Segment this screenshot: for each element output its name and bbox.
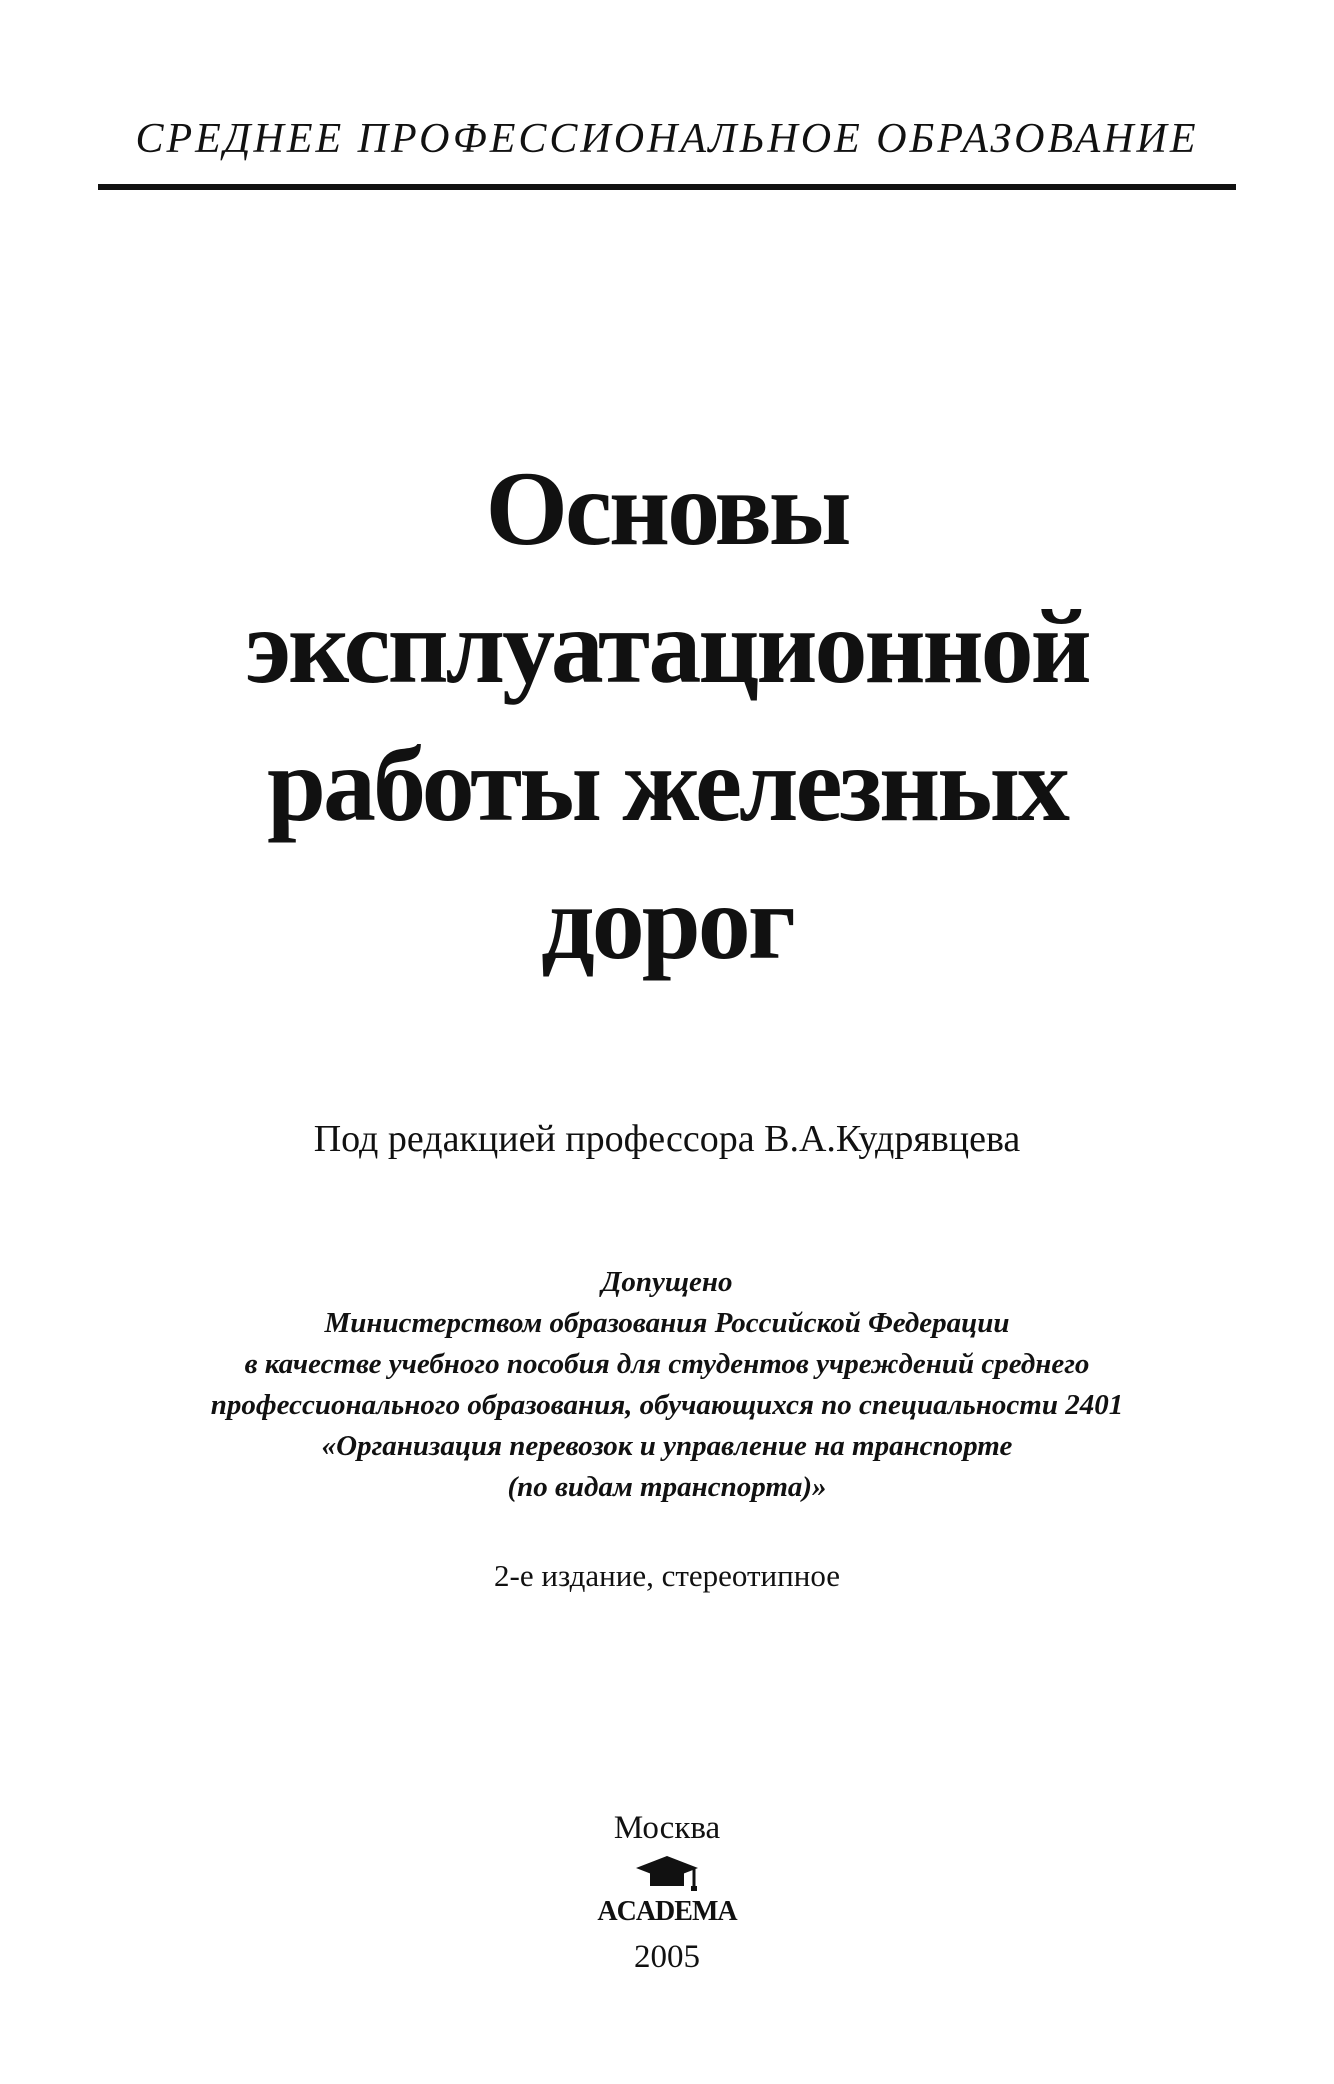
approval-line-2: Министерством образования Российской Федерации [324, 1307, 1010, 1339]
header-rule [98, 184, 1236, 190]
approval-line-5: «Организация перевозок и управление на транспорте [321, 1430, 1013, 1462]
publication-year: 2005 [634, 1939, 700, 1975]
publisher-logo [577, 1852, 757, 1926]
publication-city: Москва [613, 1810, 721, 1846]
approval-line-6: (по видам транспорта)» [507, 1471, 827, 1503]
edition-note: 2-е издание, стереотипное [494, 1558, 840, 1593]
imprint [0, 1808, 1334, 1977]
mortarboard-icon [632, 1852, 702, 1892]
publisher-name: ACADEMA [597, 1896, 737, 1927]
series-title: СРЕДНЕЕ ПРОФЕССИОНАЛЬНОЕ ОБРАЗОВАНИЕ [135, 116, 1199, 162]
title-line-4: дорог [541, 864, 793, 981]
editor-credit: Под редакцией профессора В.А.Кудрявцева [313, 1118, 1021, 1160]
approval-line-3: в качестве учебного пособия для студентов учреждений среднего [244, 1348, 1090, 1380]
approval-line-1: Допущено [601, 1266, 733, 1298]
book-title [0, 440, 1334, 992]
title-line-1: Основы [485, 450, 849, 567]
title-line-2: эксплуатационной [245, 588, 1089, 705]
title-line-3: работы железных [267, 726, 1067, 843]
approval-line-4: профессионального образования, обучающихся по специальности 2401 [210, 1389, 1124, 1421]
approval-statement [0, 1262, 1334, 1508]
